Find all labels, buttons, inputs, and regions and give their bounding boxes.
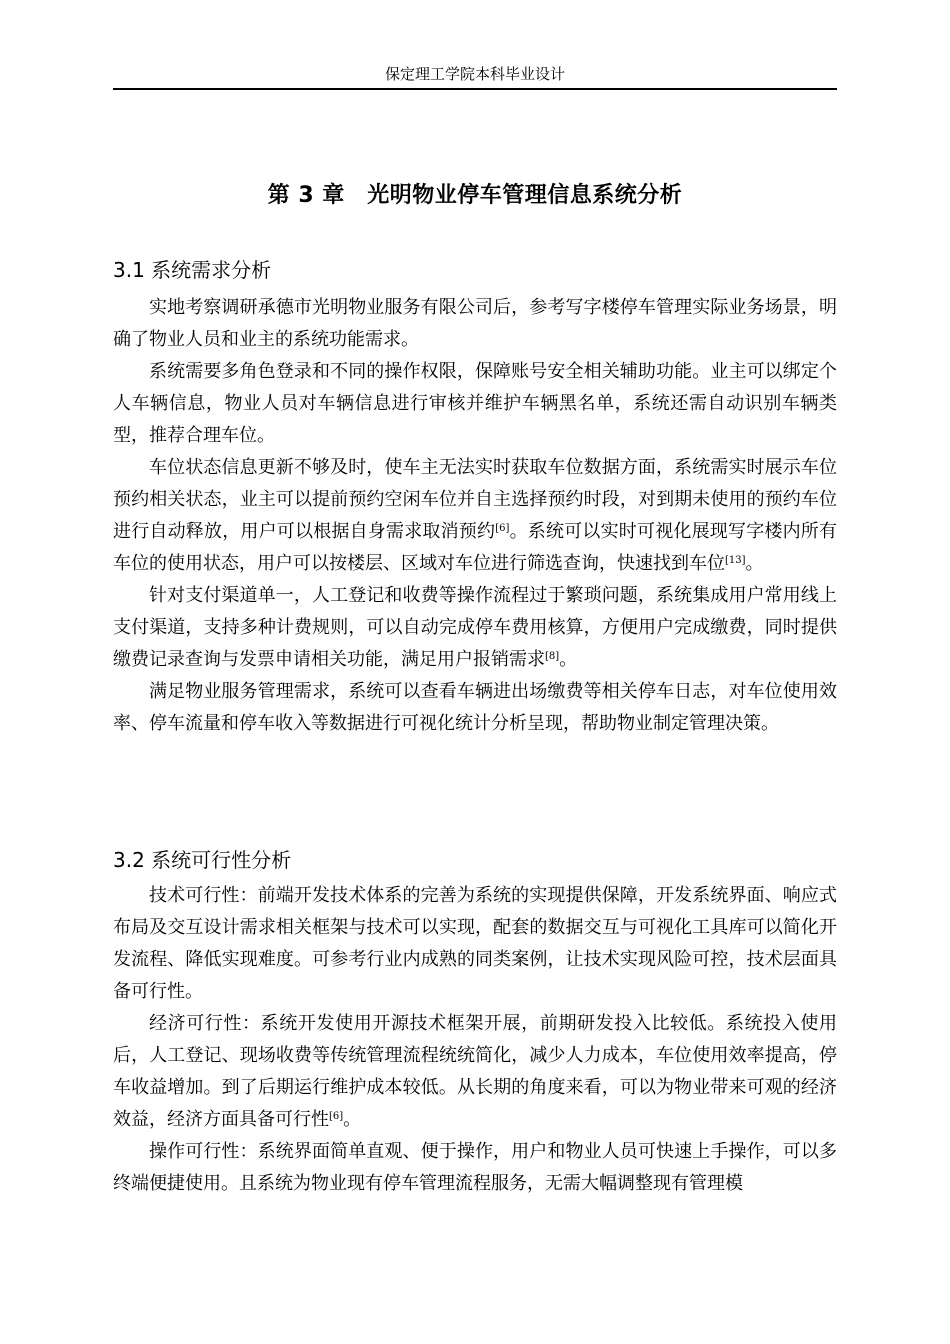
paragraph: 实地考察调研承德市光明物业服务有限公司后，参考写字楼停车管理实际业务场景，明确了物业人员和业主的系统功能需求。 [113, 297, 837, 350]
citation-ref: [6] [329, 1111, 344, 1122]
paragraph-text: 经济可行性：系统开发使用开源技术框架开展，前期研发投入比较低。系统投入使用后，人工登记、现场收费等传统管理流程统统简化，减少人力成本，车位使用效率提高，停车收益增加。到了后期运行维护成本较低。从长期的角度来看，可以为物业带来可观的经济效益，经济方面具备可行性 [113, 1013, 837, 1130]
paragraph: 操作可行性：系统界面简单直观、便于操作，用户和物业人员可快速上手操作，可以多终端便捷使用。且系统为物业现有停车管理流程服务，无需大幅调整现有管理模 [113, 1141, 837, 1194]
paragraph: 满足物业服务管理需求，系统可以查看车辆进出场缴费等相关停车日志，对车位使用效率、停车流量和停车收入等数据进行可视化统计分析呈现，帮助物业制定管理决策。 [113, 681, 837, 734]
section-body-3-1 [113, 292, 837, 740]
paragraph-text: 。 [559, 649, 578, 670]
citation-ref: [13] [725, 555, 746, 566]
paragraph-text: 车位状态信息更新不够及时，使车主无法实时获取车位数据方面，系统需实时展示车位预约相关状态，业主可以提前预约空闲车位并自主选择预约时段，对到期未使用的预约车位进行自动释放，用户可以根据自身需求取消预约 [113, 457, 837, 542]
paragraph-text: 。 [343, 1109, 362, 1130]
page-header: 保定理工学院本科毕业设计 [113, 62, 837, 90]
paragraph: 系统需要多角色登录和不同的操作权限，保障账号安全相关辅助功能。业主可以绑定个人车辆信息，物业人员对车辆信息进行审核并维护车辆黑名单，系统还需自动识别车辆类型，推荐合理车位。 [113, 361, 837, 446]
paragraph [113, 580, 837, 676]
section-body-3-2 [113, 880, 837, 1200]
section-title-3-1: 3.1 系统需求分析 [113, 258, 272, 282]
section-title-3-2: 3.2 系统可行性分析 [113, 848, 292, 872]
paragraph [113, 452, 837, 580]
citation-ref: [8] [545, 651, 560, 662]
citation-ref: [6] [495, 523, 510, 534]
paragraph: 技术可行性：前端开发技术体系的完善为系统的实现提供保障，开发系统界面、响应式布局及交互设计需求相关框架与技术可以实现，配套的数据交互与可视化工具库可以简化开发流程、降低实现难度。可参考行业内成熟的同类案例，让技术实现风险可控，技术层面具备可行性。 [113, 885, 837, 1002]
paragraph [113, 1008, 837, 1136]
paragraph-text: 。系统可以实时可视化展现写字楼内所有车位的使用状态，用户可以按楼层、区域对车位进行筛选查询，快速找到车位 [113, 521, 838, 574]
paragraph-text: 。 [745, 553, 764, 574]
chapter-title: 第 3 章 光明物业停车管理信息系统分析 [267, 183, 683, 208]
paragraph-text: 针对支付渠道单一，人工登记和收费等操作流程过于繁琐问题，系统集成用户常用线上支付渠道，支持多种计费规则，可以自动完成停车费用核算，方便用户完成缴费，同时提供缴费记录查询与发票申请相关功能，满足用户报销需求 [113, 585, 837, 670]
